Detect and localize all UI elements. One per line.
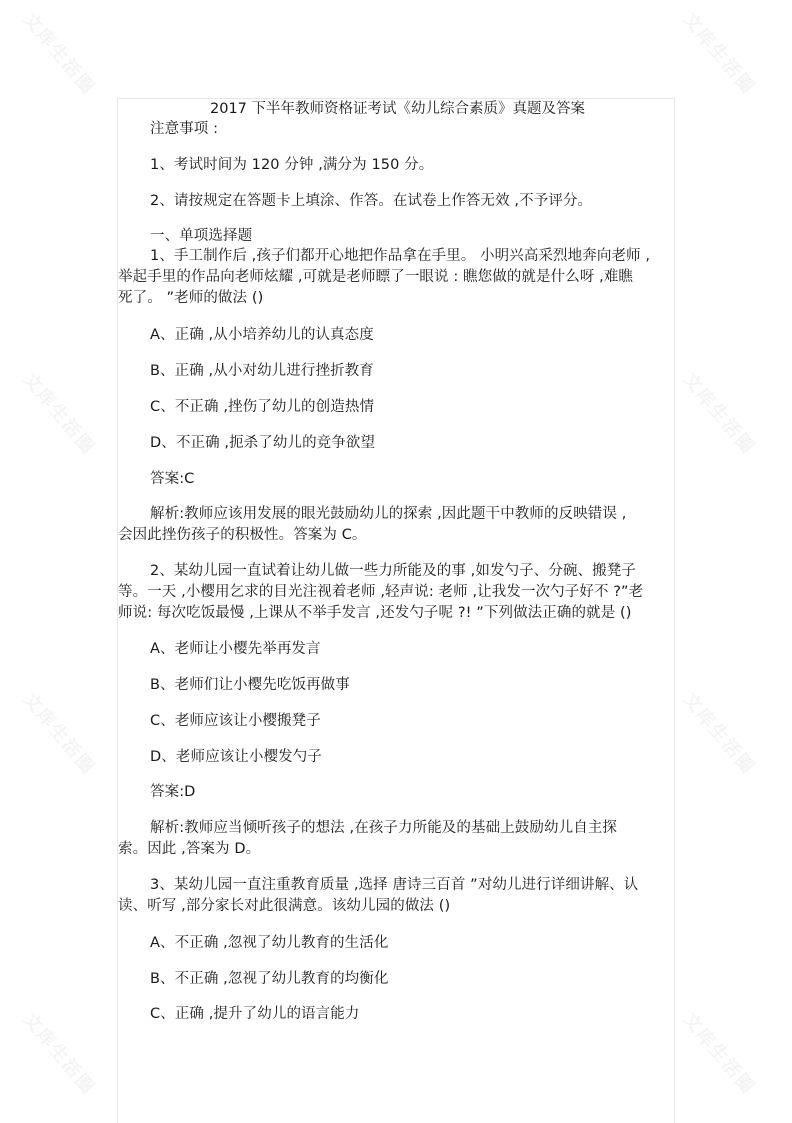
question-2-answer: 答案:D (150, 784, 196, 800)
question-2-line-2: 等。一天 ,小樱用乞求的目光注视着老师 ,轻声说: 老师 ,让我发一次勺子好不 ?”老 (118, 584, 644, 600)
question-1-option-a: A、正确 ,从小培养幼儿的认真态度 (150, 327, 374, 343)
watermark: 文库生活圈 (18, 8, 100, 100)
question-3-line-1: 3、某幼儿园一直注重教育质量 ,选择 唐诗三百首 ”对幼儿进行详细讲解、认 (150, 877, 639, 893)
question-1-option-b: B、正确 ,从小对幼儿进行挫折教育 (150, 363, 374, 379)
question-1-option-d: D、不正确 ,扼杀了幼儿的竞争欲望 (150, 435, 376, 451)
question-1-answer: 答案:C (150, 471, 195, 487)
question-1-line-2: 举起手里的作品向老师炫耀 ,可就是老师瞟了一眼说 : 瞧您做的就是什么呀 ,难瞧 (118, 269, 634, 285)
question-2-option-a: A、老师让小樱先举再发言 (150, 641, 321, 657)
notice-heading: 注意事项 : (150, 121, 219, 137)
question-3-line-2: 读、听写 ,部分家长对此很满意。该幼儿园的做法 () (118, 898, 451, 914)
watermark: 文库生活圈 (18, 688, 100, 780)
question-2-analysis-line-2: 索。因此 ,答案为 D。 (118, 841, 261, 857)
question-1-analysis-line-1: 解析:教师应该用发展的眼光鼓励幼儿的探索 ,因此题干中教师的反映错误 , (150, 506, 627, 522)
question-2-line-1: 2、某幼儿园一直试着让幼儿做一些力所能及的事 ,如发勺子、分碗、搬凳子 (150, 563, 636, 579)
question-1-line-3: 死了。 ”老师的做法 () (118, 290, 264, 306)
question-2-line-3: 师说: 每次吃饭最慢 ,上课从不举手发言 ,还发勺子呢 ?! ”下列做法正确的就是 () (118, 605, 632, 621)
question-1-option-c: C、不正确 ,挫伤了幼儿的创造热情 (150, 399, 375, 415)
section-heading: 一、单项选择题 (150, 228, 253, 244)
question-2-option-c: C、老师应该让小樱搬凳子 (150, 713, 321, 729)
question-3-option-a: A、不正确 ,忽视了幼儿教育的生活化 (150, 935, 389, 951)
question-3-option-c: C、正确 ,提升了幼儿的语言能力 (150, 1006, 360, 1022)
question-2-option-b: B、老师们让小樱先吃饭再做事 (150, 677, 350, 693)
watermark: 文库生活圈 (678, 368, 760, 460)
question-1-line-1: 1、手工制作后 ,孩子们都开心地把作品拿在手里。 小明兴高采烈地奔向老师 , (150, 248, 651, 264)
watermark: 文库生活圈 (678, 8, 760, 100)
notice-item-1: 1、考试时间为 120 分钟 ,满分为 150 分。 (150, 157, 434, 173)
question-2-analysis-line-1: 解析:教师应当倾听孩子的想法 ,在孩子力所能及的基础上鼓励幼儿自主探 (150, 820, 618, 836)
watermark: 文库生活圈 (18, 1008, 100, 1100)
question-1-analysis-line-2: 会因此挫伤孩子的积极性。答案为 C。 (118, 527, 367, 543)
question-3-option-b: B、不正确 ,忽视了幼儿教育的均衡化 (150, 971, 389, 987)
notice-item-2: 2、请按规定在答题卡上填涂、作答。在试卷上作答无效 ,不予评分。 (150, 193, 593, 209)
watermark: 文库生活圈 (678, 1008, 760, 1100)
watermark: 文库生活圈 (18, 368, 100, 460)
watermark: 文库生活圈 (678, 688, 760, 780)
question-2-option-d: D、老师应该让小樱发勺子 (150, 749, 322, 765)
document-title: 2017 下半年教师资格证考试《幼儿综合素质》真题及答案 (210, 101, 586, 117)
